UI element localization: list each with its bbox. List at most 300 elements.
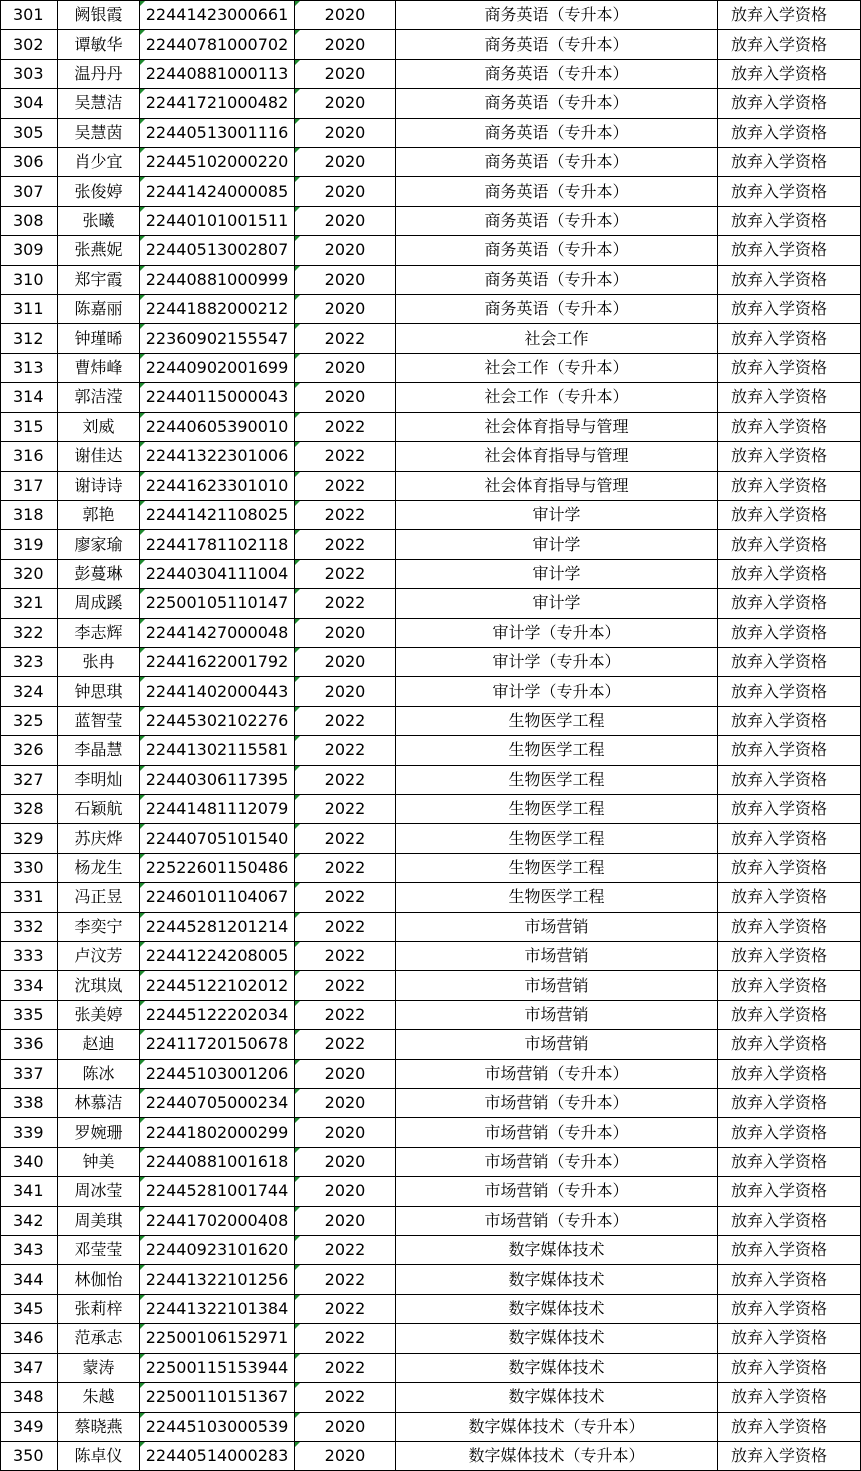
cell-status: 放弃入学资格 <box>718 883 861 912</box>
table-row <box>1 236 861 265</box>
cell-year: 2022 <box>295 971 396 1000</box>
cell-exam-id: 22440306117395 <box>140 765 295 794</box>
cell-year: 2022 <box>295 1294 396 1323</box>
table-row <box>1 206 861 235</box>
cell-major: 数字媒体技术 <box>396 1383 718 1412</box>
cell-number: 345 <box>1 1294 58 1323</box>
cell-number: 310 <box>1 265 58 294</box>
cell-year: 2022 <box>295 853 396 882</box>
table-row <box>1 265 861 294</box>
cell-exam-id: 22441322301006 <box>140 442 295 471</box>
cell-number: 302 <box>1 30 58 59</box>
cell-year: 2020 <box>295 89 396 118</box>
cell-name: 张莉梓 <box>58 1294 140 1323</box>
table-row <box>1 1324 861 1353</box>
table-row <box>1 1 861 30</box>
cell-status: 放弃入学资格 <box>718 118 861 147</box>
cell-name: 谭敏华 <box>58 30 140 59</box>
cell-number: 303 <box>1 59 58 88</box>
table-row <box>1 736 861 765</box>
cell-number: 334 <box>1 971 58 1000</box>
table-row <box>1 1089 861 1118</box>
cell-name: 陈嘉丽 <box>58 295 140 324</box>
table-row <box>1 942 861 971</box>
table-row <box>1 118 861 147</box>
cell-major: 商务英语（专升本） <box>396 118 718 147</box>
cell-major: 数字媒体技术 <box>396 1236 718 1265</box>
cell-number: 350 <box>1 1441 58 1470</box>
cell-status: 放弃入学资格 <box>718 1383 861 1412</box>
table-row <box>1 530 861 559</box>
cell-year: 2022 <box>295 706 396 735</box>
cell-year: 2020 <box>295 1089 396 1118</box>
cell-number: 339 <box>1 1118 58 1147</box>
cell-status: 放弃入学资格 <box>718 736 861 765</box>
table-row <box>1 677 861 706</box>
table-row <box>1 912 861 941</box>
cell-exam-id: 22441802000299 <box>140 1118 295 1147</box>
table-row <box>1 1059 861 1088</box>
cell-year: 2022 <box>295 1236 396 1265</box>
cell-status: 放弃入学资格 <box>718 530 861 559</box>
cell-exam-id: 22440881000999 <box>140 265 295 294</box>
table-row <box>1 883 861 912</box>
cell-exam-id: 22441622001792 <box>140 647 295 676</box>
cell-number: 332 <box>1 912 58 941</box>
table-row <box>1 794 861 823</box>
cell-status: 放弃入学资格 <box>718 324 861 353</box>
cell-status: 放弃入学资格 <box>718 559 861 588</box>
cell-year: 2022 <box>295 824 396 853</box>
cell-year: 2020 <box>295 1118 396 1147</box>
cell-name: 蓝智莹 <box>58 706 140 735</box>
cell-major: 生物医学工程 <box>396 794 718 823</box>
cell-number: 347 <box>1 1353 58 1382</box>
cell-exam-id: 22441302115581 <box>140 736 295 765</box>
cell-exam-id: 22441322101256 <box>140 1265 295 1294</box>
cell-name: 杨龙生 <box>58 853 140 882</box>
cell-number: 335 <box>1 1000 58 1029</box>
cell-status: 放弃入学资格 <box>718 677 861 706</box>
cell-name: 陈卓仪 <box>58 1441 140 1470</box>
cell-exam-id: 22445122202034 <box>140 1000 295 1029</box>
cell-year: 2020 <box>295 59 396 88</box>
cell-name: 廖家瑜 <box>58 530 140 559</box>
table-row <box>1 1177 861 1206</box>
cell-name: 邓莹莹 <box>58 1236 140 1265</box>
cell-year: 2020 <box>295 1412 396 1441</box>
cell-exam-id: 22440513002807 <box>140 236 295 265</box>
cell-status: 放弃入学资格 <box>718 206 861 235</box>
cell-exam-id: 22411720150678 <box>140 1030 295 1059</box>
cell-status: 放弃入学资格 <box>718 1030 861 1059</box>
cell-name: 曹炜峰 <box>58 353 140 382</box>
cell-exam-id: 22440881001618 <box>140 1147 295 1176</box>
cell-number: 316 <box>1 442 58 471</box>
cell-number: 330 <box>1 853 58 882</box>
cell-major: 审计学 <box>396 589 718 618</box>
cell-year: 2020 <box>295 236 396 265</box>
cell-major: 审计学（专升本） <box>396 647 718 676</box>
cell-name: 蒙涛 <box>58 1353 140 1382</box>
table-row <box>1 706 861 735</box>
cell-major: 商务英语（专升本） <box>396 59 718 88</box>
cell-name: 沈琪岚 <box>58 971 140 1000</box>
cell-status: 放弃入学资格 <box>718 589 861 618</box>
cell-exam-id: 22445102000220 <box>140 148 295 177</box>
cell-name: 陈冰 <box>58 1059 140 1088</box>
cell-year: 2022 <box>295 942 396 971</box>
table-row <box>1 971 861 1000</box>
cell-exam-id: 22441721000482 <box>140 89 295 118</box>
table-row <box>1 500 861 529</box>
cell-exam-id: 22440304111004 <box>140 559 295 588</box>
table-row <box>1 824 861 853</box>
cell-name: 吴慧茵 <box>58 118 140 147</box>
cell-year: 2020 <box>295 618 396 647</box>
cell-name: 周美琪 <box>58 1206 140 1235</box>
table-row <box>1 1383 861 1412</box>
cell-status: 放弃入学资格 <box>718 971 861 1000</box>
cell-exam-id: 22440514000283 <box>140 1441 295 1470</box>
cell-major: 数字媒体技术 <box>396 1265 718 1294</box>
cell-year: 2020 <box>295 295 396 324</box>
cell-major: 审计学 <box>396 559 718 588</box>
cell-number: 313 <box>1 353 58 382</box>
cell-status: 放弃入学资格 <box>718 1118 861 1147</box>
cell-name: 李明灿 <box>58 765 140 794</box>
cell-status: 放弃入学资格 <box>718 442 861 471</box>
cell-year: 2022 <box>295 500 396 529</box>
cell-year: 2022 <box>295 1000 396 1029</box>
cell-name: 郑宇霞 <box>58 265 140 294</box>
cell-number: 309 <box>1 236 58 265</box>
cell-year: 2022 <box>295 1353 396 1382</box>
cell-exam-id: 22441882000212 <box>140 295 295 324</box>
table-row <box>1 1000 861 1029</box>
cell-major: 社会工作（专升本） <box>396 353 718 382</box>
cell-name: 钟瑾晞 <box>58 324 140 353</box>
table-row <box>1 1441 861 1470</box>
cell-name: 刘威 <box>58 412 140 441</box>
cell-name: 彭蔓琳 <box>58 559 140 588</box>
cell-number: 324 <box>1 677 58 706</box>
cell-exam-id: 22440923101620 <box>140 1236 295 1265</box>
cell-number: 333 <box>1 942 58 971</box>
table-row <box>1 59 861 88</box>
cell-name: 阙银霞 <box>58 1 140 30</box>
cell-number: 305 <box>1 118 58 147</box>
cell-name: 冯正昱 <box>58 883 140 912</box>
cell-number: 336 <box>1 1030 58 1059</box>
cell-year: 2020 <box>295 1177 396 1206</box>
cell-exam-id: 22445103000539 <box>140 1412 295 1441</box>
cell-major: 生物医学工程 <box>396 706 718 735</box>
cell-status: 放弃入学资格 <box>718 1089 861 1118</box>
cell-major: 商务英语（专升本） <box>396 30 718 59</box>
cell-major: 商务英语（专升本） <box>396 177 718 206</box>
table-row <box>1 1118 861 1147</box>
cell-number: 301 <box>1 1 58 30</box>
cell-name: 谢诗诗 <box>58 471 140 500</box>
cell-name: 蔡晓燕 <box>58 1412 140 1441</box>
cell-status: 放弃入学资格 <box>718 618 861 647</box>
cell-number: 314 <box>1 383 58 412</box>
cell-year: 2022 <box>295 530 396 559</box>
cell-major: 审计学（专升本） <box>396 677 718 706</box>
cell-status: 放弃入学资格 <box>718 383 861 412</box>
cell-major: 市场营销 <box>396 1000 718 1029</box>
cell-year: 2022 <box>295 589 396 618</box>
cell-major: 生物医学工程 <box>396 824 718 853</box>
cell-year: 2022 <box>295 1383 396 1412</box>
table-row <box>1 1412 861 1441</box>
cell-status: 放弃入学资格 <box>718 89 861 118</box>
cell-exam-id: 22500105110147 <box>140 589 295 618</box>
cell-major: 商务英语（专升本） <box>396 265 718 294</box>
table-row <box>1 353 861 382</box>
cell-year: 2020 <box>295 265 396 294</box>
cell-major: 审计学 <box>396 500 718 529</box>
cell-year: 2020 <box>295 353 396 382</box>
table-row <box>1 383 861 412</box>
cell-exam-id: 22441423000661 <box>140 1 295 30</box>
table-row <box>1 1265 861 1294</box>
table-row <box>1 853 861 882</box>
cell-major: 市场营销（专升本） <box>396 1147 718 1176</box>
cell-exam-id: 22441427000048 <box>140 618 295 647</box>
cell-number: 318 <box>1 500 58 529</box>
cell-major: 商务英语（专升本） <box>396 89 718 118</box>
cell-number: 337 <box>1 1059 58 1088</box>
table-row <box>1 89 861 118</box>
cell-major: 社会体育指导与管理 <box>396 412 718 441</box>
cell-status: 放弃入学资格 <box>718 236 861 265</box>
cell-year: 2020 <box>295 30 396 59</box>
cell-status: 放弃入学资格 <box>718 794 861 823</box>
cell-name: 李晶慧 <box>58 736 140 765</box>
table-row <box>1 324 861 353</box>
cell-name: 朱越 <box>58 1383 140 1412</box>
cell-exam-id: 22441623301010 <box>140 471 295 500</box>
cell-exam-id: 22445122102012 <box>140 971 295 1000</box>
cell-number: 341 <box>1 1177 58 1206</box>
cell-name: 李志辉 <box>58 618 140 647</box>
cell-status: 放弃入学资格 <box>718 148 861 177</box>
cell-major: 市场营销（专升本） <box>396 1118 718 1147</box>
cell-exam-id: 22445281201214 <box>140 912 295 941</box>
table-row <box>1 1206 861 1235</box>
cell-major: 数字媒体技术 <box>396 1353 718 1382</box>
cell-number: 343 <box>1 1236 58 1265</box>
cell-status: 放弃入学资格 <box>718 177 861 206</box>
cell-year: 2020 <box>295 647 396 676</box>
cell-number: 308 <box>1 206 58 235</box>
cell-status: 放弃入学资格 <box>718 1059 861 1088</box>
table-row <box>1 765 861 794</box>
cell-major: 商务英语（专升本） <box>396 295 718 324</box>
cell-year: 2020 <box>295 677 396 706</box>
cell-number: 342 <box>1 1206 58 1235</box>
cell-status: 放弃入学资格 <box>718 1147 861 1176</box>
cell-major: 数字媒体技术（专升本） <box>396 1441 718 1470</box>
cell-year: 2022 <box>295 1265 396 1294</box>
cell-year: 2022 <box>295 324 396 353</box>
cell-exam-id: 22440881000113 <box>140 59 295 88</box>
cell-major: 市场营销（专升本） <box>396 1206 718 1235</box>
cell-exam-id: 22445281001744 <box>140 1177 295 1206</box>
cell-exam-id: 22440902001699 <box>140 353 295 382</box>
table-row <box>1 647 861 676</box>
cell-number: 317 <box>1 471 58 500</box>
cell-name: 张曦 <box>58 206 140 235</box>
cell-exam-id: 22522601150486 <box>140 853 295 882</box>
cell-status: 放弃入学资格 <box>718 912 861 941</box>
cell-number: 322 <box>1 618 58 647</box>
cell-number: 344 <box>1 1265 58 1294</box>
cell-number: 327 <box>1 765 58 794</box>
cell-status: 放弃入学资格 <box>718 1206 861 1235</box>
cell-major: 商务英语（专升本） <box>396 148 718 177</box>
cell-status: 放弃入学资格 <box>718 1441 861 1470</box>
cell-number: 325 <box>1 706 58 735</box>
cell-name: 吴慧洁 <box>58 89 140 118</box>
table-row <box>1 1236 861 1265</box>
cell-name: 苏庆烨 <box>58 824 140 853</box>
cell-name: 林伽怡 <box>58 1265 140 1294</box>
cell-status: 放弃入学资格 <box>718 265 861 294</box>
cell-number: 312 <box>1 324 58 353</box>
cell-year: 2022 <box>295 471 396 500</box>
cell-number: 315 <box>1 412 58 441</box>
cell-name: 钟思琪 <box>58 677 140 706</box>
cell-exam-id: 22441402000443 <box>140 677 295 706</box>
cell-major: 数字媒体技术 <box>396 1294 718 1323</box>
cell-exam-id: 22440513001116 <box>140 118 295 147</box>
cell-major: 商务英语（专升本） <box>396 1 718 30</box>
cell-year: 2022 <box>295 412 396 441</box>
cell-year: 2022 <box>295 1324 396 1353</box>
table-row <box>1 442 861 471</box>
cell-major: 市场营销（专升本） <box>396 1059 718 1088</box>
cell-major: 审计学（专升本） <box>396 618 718 647</box>
cell-name: 林慕洁 <box>58 1089 140 1118</box>
cell-year: 2022 <box>295 765 396 794</box>
cell-number: 306 <box>1 148 58 177</box>
cell-number: 307 <box>1 177 58 206</box>
cell-exam-id: 22441781102118 <box>140 530 295 559</box>
table-row <box>1 412 861 441</box>
cell-major: 生物医学工程 <box>396 736 718 765</box>
cell-exam-id: 22440781000702 <box>140 30 295 59</box>
cell-name: 谢佳达 <box>58 442 140 471</box>
cell-number: 323 <box>1 647 58 676</box>
table-row <box>1 148 861 177</box>
cell-number: 326 <box>1 736 58 765</box>
cell-name: 石颖航 <box>58 794 140 823</box>
cell-status: 放弃入学资格 <box>718 1000 861 1029</box>
cell-name: 肖少宜 <box>58 148 140 177</box>
cell-name: 范承志 <box>58 1324 140 1353</box>
cell-number: 346 <box>1 1324 58 1353</box>
cell-number: 340 <box>1 1147 58 1176</box>
cell-year: 2020 <box>295 1059 396 1088</box>
cell-major: 生物医学工程 <box>396 883 718 912</box>
cell-status: 放弃入学资格 <box>718 412 861 441</box>
cell-number: 331 <box>1 883 58 912</box>
cell-year: 2020 <box>295 177 396 206</box>
table-row <box>1 471 861 500</box>
cell-year: 2020 <box>295 1441 396 1470</box>
cell-number: 349 <box>1 1412 58 1441</box>
cell-major: 市场营销 <box>396 942 718 971</box>
cell-major: 审计学 <box>396 530 718 559</box>
cell-major: 生物医学工程 <box>396 853 718 882</box>
cell-number: 329 <box>1 824 58 853</box>
cell-year: 2022 <box>295 912 396 941</box>
cell-status: 放弃入学资格 <box>718 824 861 853</box>
cell-major: 数字媒体技术 <box>396 1324 718 1353</box>
cell-status: 放弃入学资格 <box>718 1 861 30</box>
cell-year: 2022 <box>295 794 396 823</box>
cell-name: 张美婷 <box>58 1000 140 1029</box>
cell-number: 338 <box>1 1089 58 1118</box>
cell-name: 卢汶芳 <box>58 942 140 971</box>
cell-status: 放弃入学资格 <box>718 647 861 676</box>
cell-major: 社会工作 <box>396 324 718 353</box>
cell-status: 放弃入学资格 <box>718 295 861 324</box>
table-row <box>1 30 861 59</box>
cell-exam-id: 22441702000408 <box>140 1206 295 1235</box>
cell-status: 放弃入学资格 <box>718 59 861 88</box>
table-row <box>1 1147 861 1176</box>
cell-major: 社会体育指导与管理 <box>396 442 718 471</box>
cell-exam-id: 22500110151367 <box>140 1383 295 1412</box>
cell-exam-id: 22440101001511 <box>140 206 295 235</box>
cell-major: 商务英语（专升本） <box>396 236 718 265</box>
cell-name: 罗婉珊 <box>58 1118 140 1147</box>
cell-major: 市场营销 <box>396 1030 718 1059</box>
table-row <box>1 1294 861 1323</box>
table-row <box>1 1353 861 1382</box>
cell-exam-id: 22441481112079 <box>140 794 295 823</box>
cell-major: 市场营销 <box>396 971 718 1000</box>
cell-status: 放弃入学资格 <box>718 942 861 971</box>
cell-status: 放弃入学资格 <box>718 1324 861 1353</box>
cell-exam-id: 22441322101384 <box>140 1294 295 1323</box>
cell-exam-id: 22500106152971 <box>140 1324 295 1353</box>
cell-year: 2022 <box>295 736 396 765</box>
cell-year: 2020 <box>295 1206 396 1235</box>
cell-status: 放弃入学资格 <box>718 353 861 382</box>
cell-major: 市场营销（专升本） <box>396 1089 718 1118</box>
cell-major: 社会工作（专升本） <box>396 383 718 412</box>
cell-number: 328 <box>1 794 58 823</box>
cell-year: 2020 <box>295 148 396 177</box>
cell-number: 321 <box>1 589 58 618</box>
cell-exam-id: 22445103001206 <box>140 1059 295 1088</box>
cell-exam-id: 22441421108025 <box>140 500 295 529</box>
cell-major: 市场营销 <box>396 912 718 941</box>
cell-year: 2020 <box>295 383 396 412</box>
cell-status: 放弃入学资格 <box>718 30 861 59</box>
cell-status: 放弃入学资格 <box>718 471 861 500</box>
cell-number: 320 <box>1 559 58 588</box>
cell-number: 319 <box>1 530 58 559</box>
cell-exam-id: 22440705000234 <box>140 1089 295 1118</box>
cell-status: 放弃入学资格 <box>718 1353 861 1382</box>
cell-name: 周冰莹 <box>58 1177 140 1206</box>
